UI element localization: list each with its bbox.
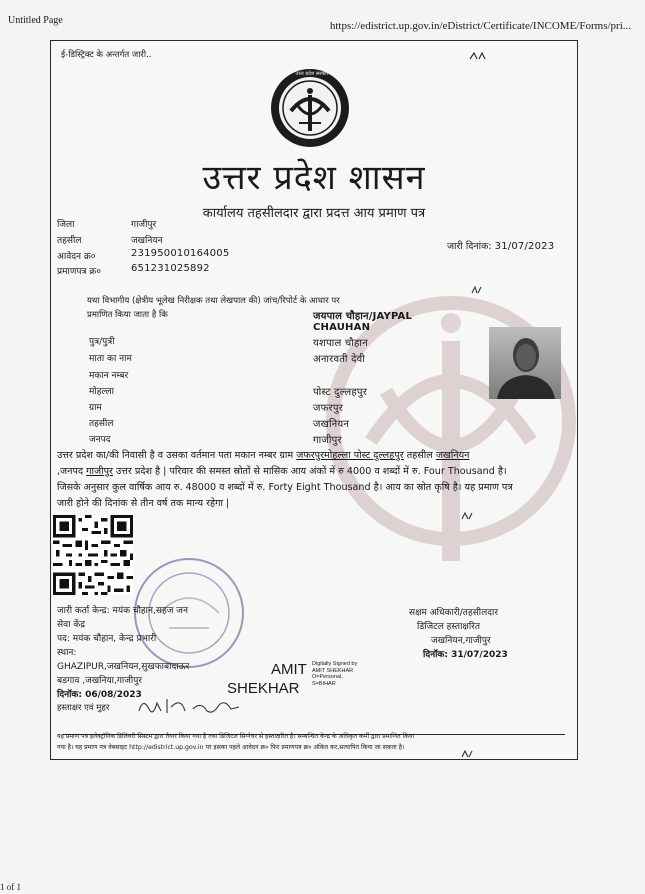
digital-sign-name-1: AMIT: [271, 661, 307, 678]
up-government-emblem: [269, 67, 351, 149]
issuer-center-line-1: जारी कर्ता केन्द्र: मयंक चौहान,सहज जन: [57, 606, 188, 616]
detail-value-locality: पोस्ट दुल्लहपुर: [313, 387, 368, 398]
detail-label-district: जनपद: [89, 435, 111, 445]
detail-label-tehsil: तहसील: [89, 419, 114, 429]
certificate-subtitle: कार्यालय तहसीलदार द्वारा प्रदत्त आय प्रमाण पत्र: [202, 206, 426, 221]
digital-sign-meta-2: AMIT SHEKHAR: [312, 667, 354, 674]
issuer-place-line-1: GHAZIPUR,जखनियन,सुखफाबादाऊर: [57, 662, 190, 672]
tick-mark-icon: [471, 285, 483, 295]
footer-note-line-2: गया है। यह प्रमाण पत्र वेबसाइट http://edistrict.up.gov.in पर इसका पहले आवेदन क्र० फिर प्रमाणपत्र क्र० अंकित कर,सत्यापित किया जा सकता है।: [57, 744, 405, 751]
detail-label-house-no: मकान नम्बर: [89, 371, 129, 381]
issuer-center-line-2: सेवा केंद्र: [57, 620, 85, 630]
authority-digital-signed: डिजिटल हस्ताक्षरित: [417, 622, 480, 632]
page-title-header: Untitled Page: [8, 15, 63, 26]
issuer-place-line-2: बडगाव ,जखनिया,गाजीपुर: [57, 676, 143, 686]
digital-sign-name-2: SHEKHAR: [227, 680, 300, 697]
footer-note-line-1: यह प्रमाण पत्र इलेक्ट्रॉनिक डिलिवरी सिस्टम द्वारा तैयार किया गया है तथा डिजिटल सिग्नेचर से हस्ताक्षरित है। सम्बन्धित केन्द्र के अधिकृत कर्मी द्वारा प्रमाणित किया: [57, 733, 415, 740]
authority-location: जखनियन,गाजीपुर: [431, 636, 491, 646]
para-line-4: जारी होने की दिनांक से तीन वर्ष तक मान्य रहेगा |: [57, 498, 230, 509]
income-certificate: [50, 40, 578, 760]
para-village: जफरपुरमोहल्ला पोस्ट दुल्लहपुर: [296, 450, 404, 461]
para-tehsil: जखनियन: [435, 450, 470, 461]
page-url-header: https://edistrict.up.gov.in/eDistrict/Certificate/INCOME/Forms/pri...: [329, 20, 631, 32]
authority-designation: सक्षम अधिकारी/तहसीलदार: [409, 608, 499, 618]
issue-date-label: जारी दिनांक:: [447, 241, 492, 252]
para-line-1: [57, 448, 469, 464]
footer-note: [57, 731, 414, 753]
field-value-application-no: 231950010164005: [131, 248, 230, 259]
intro-line-2: प्रमाणित किया जाता है कि: [87, 310, 168, 320]
para-line-2: [57, 464, 507, 480]
corner-mark-icon: [469, 51, 487, 61]
detail-label-parent: पुत्र/पुत्री: [89, 337, 115, 347]
field-label-certificate-no: प्रमाणपत्र क्र०: [57, 267, 101, 277]
government-title: उत्तर प्रदेश शासन: [202, 158, 426, 198]
detail-value-tehsil: जखनियन: [313, 419, 350, 430]
field-label-application-no: आवेदन क्र०: [57, 252, 96, 262]
verification-qr-code: [53, 515, 133, 595]
para-tehsil-label: तहसील: [406, 450, 433, 461]
detail-value-parent: यशपाल चौहान: [313, 338, 368, 349]
detail-value-district: गाजीपुर: [313, 435, 342, 446]
field-label-tehsil: तहसील: [57, 236, 82, 246]
page-number: 1 of 1: [0, 882, 21, 892]
issuer-place-label: स्थान:: [57, 648, 77, 658]
para-line-3: जिसके अनुसार कुल वार्षिक आय रु. 48000 व शब्दों में रु. Forty Eight Thousand है। आय का स्रोत कृषि है। यह प्रमाण पत्र: [57, 482, 513, 493]
issuer-date: दिनॉक: 06/08/2023: [57, 690, 142, 700]
para-district-label: ,जनपद: [57, 466, 84, 477]
issued-under-text: ई-डिस्ट्रिक्ट के अन्तर्गत जारी..: [61, 50, 152, 60]
detail-value-mother: अनारवती देवी: [313, 354, 365, 365]
detail-value-village: जफरपुर: [313, 403, 343, 414]
para-monthly-income: उत्तर प्रदेश है | परिवार की समस्त स्रोतों से मासिक आय अंकों में रु 4000 व शब्दों में रु. Four Thousand है।: [116, 466, 507, 477]
applicant-name-line-2: CHAUHAN: [313, 322, 371, 333]
digital-sign-meta-4: S=BIHAR: [312, 680, 336, 687]
tick-mark-icon: [461, 511, 475, 521]
applicant-photo: [489, 327, 561, 399]
sign-and-seal-label: हस्ताक्षर एवं मुहर: [57, 703, 110, 713]
issue-date-value: 31/07/2023: [494, 241, 555, 252]
field-value-certificate-no: 651231025892: [131, 263, 210, 274]
issuer-post: पद: मयंक चौहान, केन्द्र प्रभारी: [57, 634, 157, 644]
field-value-tehsil: जखनियन: [131, 236, 163, 246]
detail-label-locality: मोहल्ला: [89, 387, 114, 397]
digital-sign-meta-3: O=Personal,: [312, 674, 343, 680]
field-label-district: जिला: [57, 220, 75, 230]
intro-line-1: यथा विभागीय (क्षेत्रीय भूलेख निरीक्षक तथा लेखपाल की) जांच/रिपोर्ट के आधार पर: [87, 296, 340, 306]
issue-date: [447, 239, 554, 252]
detail-label-mother: माता का नाम: [89, 354, 132, 364]
tick-mark-icon: [461, 749, 475, 759]
emblem-text: उत्तर प्रदेश सरकार: [295, 71, 329, 77]
para-district: गाजीपुर: [86, 466, 113, 477]
para-line-1-prefix: उत्तर प्रदेश का/की निवासी है व उसका वर्तमान पता मकान नम्बर ग्राम: [57, 450, 294, 461]
detail-label-village: ग्राम: [89, 403, 102, 413]
digital-sign-meta: [312, 661, 357, 687]
digital-sign-meta-1: Digitally Signed by: [312, 661, 358, 667]
authority-date: दिनॉक: 31/07/2023: [423, 650, 508, 660]
applicant-name-line-1: जयपाल चौहान/JAYPAL: [313, 311, 413, 322]
field-value-district: गाजीपुर: [131, 220, 157, 230]
